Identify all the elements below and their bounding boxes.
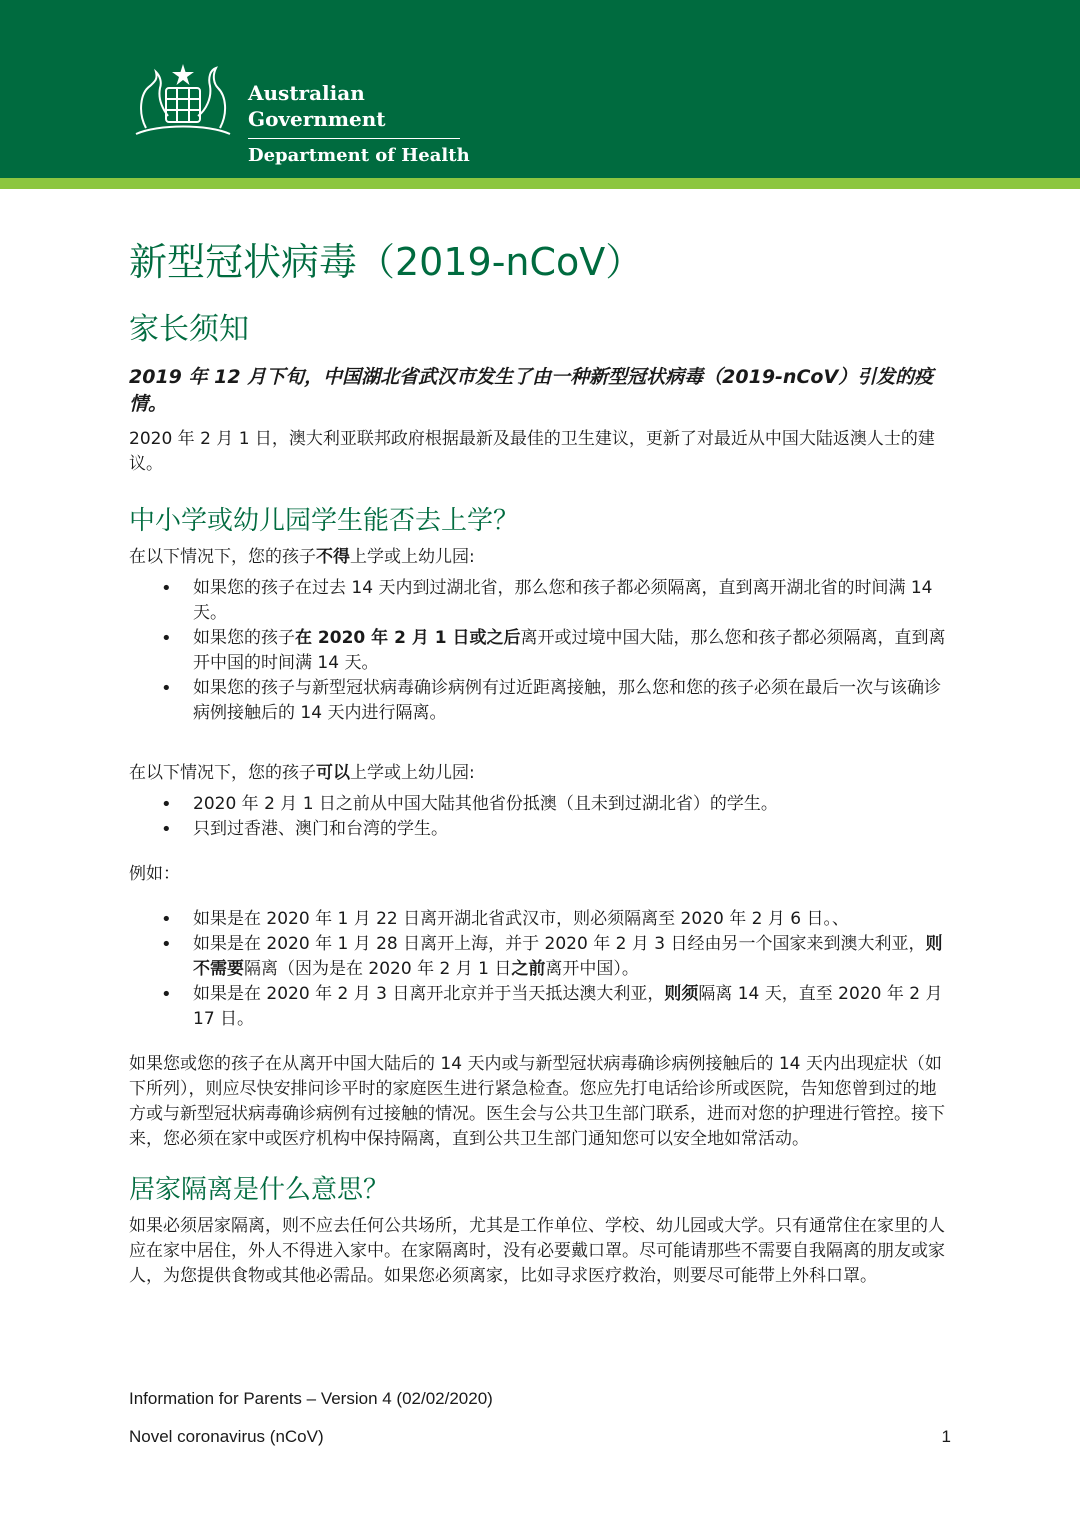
footer-title-row <box>129 1426 951 1448</box>
list-item: • 只到过香港、澳门和台湾的学生。 <box>129 817 951 842</box>
department-name: Department of Health <box>248 145 470 166</box>
isolation-paragraph: 如果必须居家隔离，则不应去任何公共场所，尤其是工作单位、学校、幼儿园或大学。只有通常住在家里的人应在家中居住，外人不得进入家中。在家隔离时，没有必要戴口罩。尽可能请那些不需要自我隔离的朋友或家人，为您提供食物或其他必需品。如果您必须离家，比如寻求医疗救治，则要尽可能带上外科口罩。 <box>129 1216 945 1286</box>
header-stripe <box>0 178 1080 189</box>
can-attend-list <box>129 792 951 842</box>
page-subtitle: 家长须知 <box>129 312 249 347</box>
document-body <box>129 236 951 1289</box>
page-title: 新型冠状病毒（2019-nCoV） <box>129 240 644 284</box>
symptoms-paragraph: 如果您或您的孩子在从离开中国大陆后的 14 天内或与新型冠状病毒确诊病例接触后的 14 天内出现症状（如下所列），则应尽快安排问诊平时的家庭医生进行紧急检查。您应先打电话给诊所或医院，告知您曾到过的地方或与新型冠状病毒确诊病例有过接触的情况。医生会与公共卫生部门联系，进而对您的护理进行管控。接下来，您必须在家中或医疗机构中保持隔离，直到公共卫生部门通知您可以安全地如常活动。 <box>129 1054 945 1149</box>
footer-version: Information for Parents – Version 4 (02/02/2020) <box>129 1389 493 1408</box>
isolation-section-heading: 居家隔离是什么意思？ <box>129 1175 390 1205</box>
cannot-attend-list <box>129 576 951 726</box>
list-item: • 如果是在 2020 年 1 月 28 日离开上海，并于 2020 年 2 月 3 日经由另一个国家来到澳大利亚，则不需要隔离（因为是在 2020 年 2 月 1 日之前离开中国）。 <box>129 932 951 982</box>
footer-document-name: Novel coronavirus (nCoV) <box>129 1427 324 1446</box>
page-number: 1 <box>941 1427 951 1446</box>
school-section-heading: 中小学或幼儿园学生能否去上学？ <box>129 506 520 536</box>
list-item: • 如果您的孩子在 2020 年 2 月 1 日或之后离开或过境中国大陆，那么您和孩子都必须隔离，直到离开中国的时间满 14 天。 <box>129 626 951 676</box>
cannot-attend-intro: 在以下情况下，您的孩子不得上学或上幼儿园: <box>129 547 475 567</box>
list-item: • 如果您的孩子在过去 14 天内到过湖北省，那么您和孩子都必须隔离，直到离开湖北省的时间满 14 天。 <box>129 576 951 626</box>
coat-of-arms-logo <box>128 58 238 140</box>
example-label: 例如： <box>129 864 180 884</box>
list-item: • 如果是在 2020 年 1 月 22 日离开湖北省武汉市，则必须隔离至 2020 年 2 月 6 日。、 <box>129 907 951 932</box>
header-banner <box>0 0 1080 178</box>
example-list <box>129 907 951 1032</box>
list-item: • 2020 年 2 月 1 日之前从中国大陆其他省份抵澳（且未到过湖北省）的学生。 <box>129 792 951 817</box>
list-item: • 如果您的孩子与新型冠状病毒确诊病例有过近距离接触，那么您和您的孩子必须在最后一次与该确诊病例接触后的 14 天内进行隔离。 <box>129 676 951 726</box>
intro-paragraph: 2020 年 2 月 1 日，澳大利亚联邦政府根据最新及最佳的卫生建议，更新了对最近从中国大陆返澳人士的建议。 <box>129 429 935 474</box>
list-item: • 如果是在 2020 年 2 月 3 日离开北京并于当天抵达澳大利亚，则须隔离 14 天，直至 2020 年 2 月 17 日。 <box>129 982 951 1032</box>
government-name: Australian Government <box>248 80 460 139</box>
lead-paragraph: 2019 年 12 月下旬，中国湖北省武汉市发生了由一种新型冠状病毒（2019-nCoV）引发的疫情。 <box>129 366 934 415</box>
can-attend-intro: 在以下情况下，您的孩子可以上学或上幼儿园: <box>129 763 475 783</box>
